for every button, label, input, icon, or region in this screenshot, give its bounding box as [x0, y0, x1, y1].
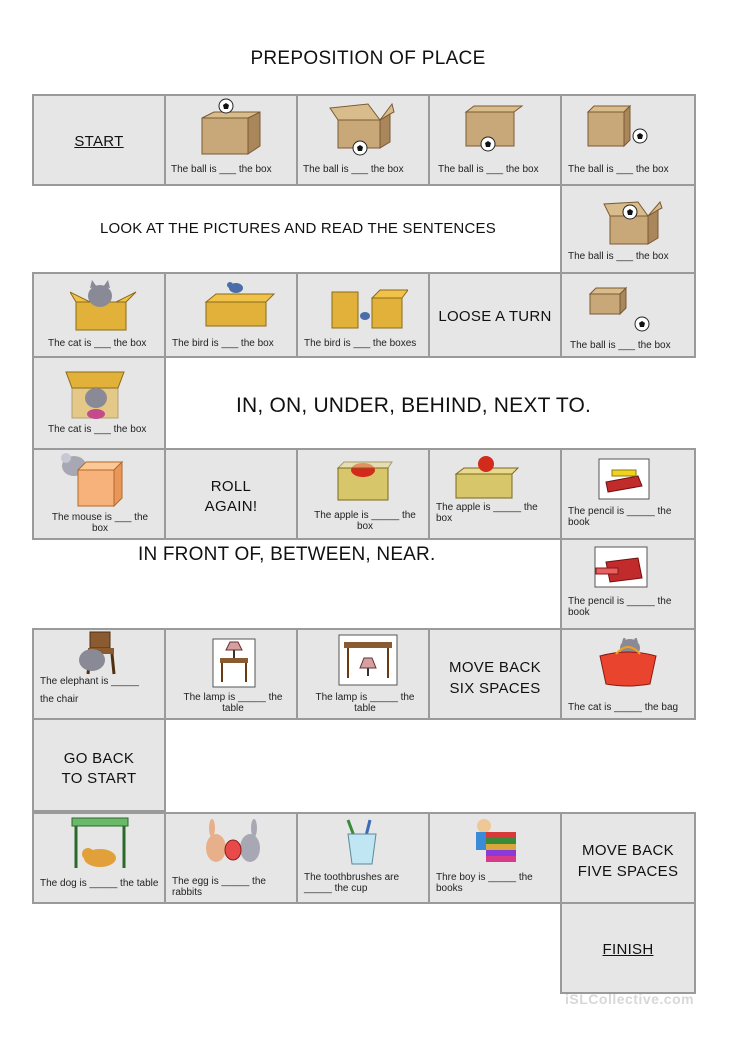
- start-label: START: [74, 133, 124, 150]
- square-caption: The ball is ___ the box: [171, 164, 272, 175]
- board-square[interactable]: [296, 628, 430, 720]
- square-caption: The ball is ___ the box: [570, 340, 671, 351]
- board-square[interactable]: [428, 812, 562, 904]
- board-square[interactable]: [32, 356, 166, 450]
- square-caption: The lamp is _____ the table: [183, 692, 283, 714]
- board-square[interactable]: [296, 448, 430, 540]
- start-square[interactable]: [32, 94, 166, 186]
- square-caption: The ball is ___ the box: [568, 164, 669, 175]
- board-square[interactable]: [560, 628, 696, 720]
- ball-in-open-box-image: [602, 200, 666, 250]
- ball-in-front-of-box-image: [460, 102, 530, 154]
- board-square[interactable]: [32, 812, 166, 904]
- square-caption: The ball is ___ the box: [438, 164, 539, 175]
- square-caption: The cat is _____ the bag: [568, 702, 679, 713]
- pencil-on-book-image: [598, 458, 650, 500]
- board-square[interactable]: [560, 538, 696, 630]
- cat-in-box-image: [70, 278, 138, 334]
- square-caption: The bird is ___ the boxes: [304, 338, 417, 349]
- bird-on-box-image: [202, 280, 276, 330]
- dog-under-table-image: [68, 816, 132, 872]
- mouse-behind-box-image: [56, 452, 126, 510]
- board-square[interactable]: [296, 812, 430, 904]
- square-caption: The cat is ___ the box: [48, 338, 147, 349]
- board-square[interactable]: [164, 812, 298, 904]
- page-title: PREPOSITION OF PLACE: [250, 48, 486, 69]
- finish-label: FINISH: [602, 941, 654, 958]
- square-caption: The mouse is ___ the box: [51, 512, 149, 534]
- boy-behind-books-image: [468, 816, 520, 868]
- roll-again-label-2: AGAIN!: [204, 498, 258, 515]
- board-square[interactable]: [32, 272, 166, 358]
- bird-between-boxes-image: [328, 284, 408, 334]
- square-caption: The egg is _____ the rabbits: [172, 876, 266, 898]
- square-caption: The toothbrushes are _____ the cup: [304, 872, 400, 894]
- lose-a-turn-square[interactable]: [428, 272, 562, 358]
- lamp-on-table-image: [212, 638, 256, 688]
- pencil-in-front-of-book-image: [594, 546, 648, 588]
- square-caption: The dog is _____ the table: [40, 878, 159, 889]
- square-caption: The lamp is _____ the table: [315, 692, 415, 714]
- square-caption-line1: The elephant is _____: [40, 676, 139, 687]
- move-back-five-label-2: FIVE SPACES: [577, 863, 679, 880]
- board-square[interactable]: [164, 628, 298, 720]
- elephant-in-front-of-chair-image: [70, 628, 120, 678]
- ball-in-open-box-image: [328, 98, 398, 156]
- egg-between-rabbits-image: [204, 816, 264, 870]
- apple-in-box-image: [334, 456, 394, 506]
- square-caption: Thre boy is _____ the books: [436, 872, 533, 894]
- roll-again-square[interactable]: [164, 448, 298, 540]
- move-back-five-label-1: MOVE BACK: [582, 842, 674, 859]
- move-back-five-square[interactable]: [560, 812, 696, 904]
- board-square[interactable]: [560, 448, 696, 540]
- square-caption: The pencil is _____ the book: [568, 596, 672, 618]
- apple-on-box-image: [452, 456, 522, 502]
- board-square[interactable]: [560, 272, 696, 358]
- board-square[interactable]: [32, 448, 166, 540]
- watermark: iSLCollective.com: [565, 991, 695, 1007]
- prepositions-list-2: IN FRONT OF, BETWEEN, NEAR.: [138, 544, 436, 565]
- square-caption: The bird is ___ the box: [172, 338, 274, 349]
- instructions-text: LOOK AT THE PICTURES AND READ THE SENTENCES: [100, 220, 496, 237]
- toothbrushes-in-cup-image: [340, 816, 384, 866]
- go-back-label-1: GO BACK: [63, 750, 135, 767]
- square-caption: The ball is ___ the box: [568, 251, 669, 262]
- board-square[interactable]: [560, 94, 696, 186]
- cat-under-box-image: [62, 364, 132, 422]
- board-square[interactable]: [428, 94, 562, 186]
- lose-a-turn-label: LOOSE A TURN: [438, 308, 552, 325]
- go-back-label-2: TO START: [61, 770, 137, 787]
- lamp-under-table-image: [338, 634, 398, 686]
- board-square[interactable]: [296, 94, 430, 186]
- square-caption: The apple is _____ the box: [436, 502, 538, 524]
- square-caption-line2: the chair: [40, 694, 79, 705]
- board-square[interactable]: [164, 272, 298, 358]
- roll-again-label-1: ROLL: [210, 478, 252, 495]
- square-caption: The cat is ___ the box: [48, 424, 147, 435]
- move-back-six-square[interactable]: [428, 628, 562, 720]
- move-back-six-label-1: MOVE BACK: [449, 659, 541, 676]
- finish-square[interactable]: [560, 902, 696, 994]
- square-caption: The pencil is _____ the book: [568, 506, 672, 528]
- board-square[interactable]: [428, 448, 562, 540]
- prepositions-list-1: IN, ON, UNDER, BEHIND, NEXT TO.: [236, 394, 592, 417]
- ball-on-box-image: [196, 98, 266, 156]
- board-square[interactable]: [560, 184, 696, 274]
- board-square[interactable]: [32, 628, 166, 720]
- cat-in-bag-image: [596, 638, 660, 688]
- ball-next-to-box-image: [584, 102, 654, 152]
- square-caption: The apple is _____ the box: [314, 510, 416, 532]
- move-back-six-label-2: SIX SPACES: [449, 680, 541, 697]
- board-square[interactable]: [164, 94, 298, 186]
- ball-near-box-image: [586, 284, 662, 334]
- board-square[interactable]: [296, 272, 430, 358]
- square-caption: The ball is ___ the box: [303, 164, 404, 175]
- go-back-to-start-square[interactable]: [32, 718, 166, 812]
